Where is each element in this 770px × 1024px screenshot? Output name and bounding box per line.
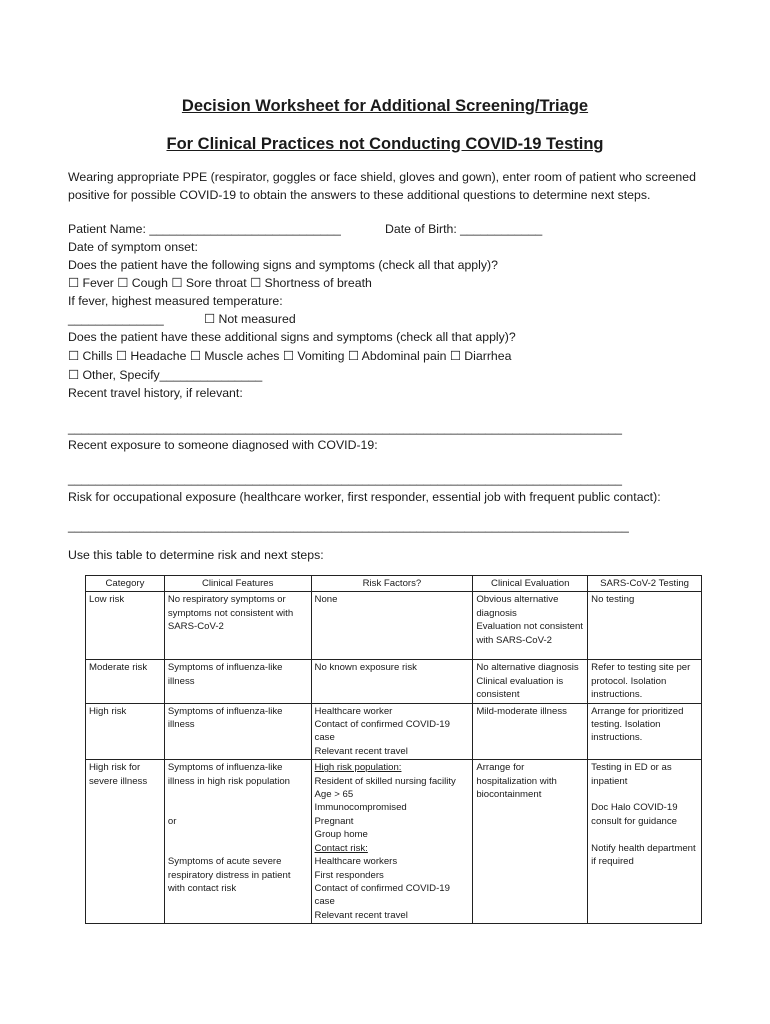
additional-signs-checkboxes[interactable]: ☐ Chills ☐ Headache ☐ Muscle aches ☐ Vomiting ☐ Abdominal pain ☐ Diarrhea xyxy=(68,349,512,363)
travel-history-label: Recent travel history, if relevant: xyxy=(68,386,243,400)
intro-paragraph: Wearing appropriate PPE (respirator, goggles or face shield, gloves and gown), enter room of patient who screened positive for possible COVID-19 to obtain the answers to these additional questions to determine next steps. xyxy=(68,170,696,203)
page-subtitle: For Clinical Practices not Conducting COVID-19 Testing xyxy=(166,135,604,153)
table-row xyxy=(86,592,702,660)
evaluation-cell: No alternative diagnosis Clinical evaluation is consistent xyxy=(473,660,588,703)
table-header-row xyxy=(86,576,702,592)
date-of-birth-field[interactable]: Date of Birth: ____________ xyxy=(385,222,543,236)
table-row xyxy=(86,703,702,760)
table-row xyxy=(86,760,702,924)
table-row xyxy=(86,660,702,703)
contact-risk-list: Healthcare workers First responders Contact of confirmed COVID-19 case Relevant recent travel xyxy=(314,856,450,921)
evaluation-cell: Obvious alternative diagnosis Evaluation not consistent with SARS-CoV-2 xyxy=(473,592,588,660)
category-cell: Moderate risk xyxy=(86,660,165,703)
signs-checkboxes[interactable]: ☐ Fever ☐ Cough ☐ Sore throat ☐ Shortness of breath xyxy=(68,276,372,290)
contact-risk-heading: Contact risk: xyxy=(314,842,368,854)
testing-cell: No testing xyxy=(588,592,702,660)
symptom-onset-label: Date of symptom onset: xyxy=(68,240,198,254)
exposure-blank[interactable]: _________________________________________________________________________________ xyxy=(68,472,622,486)
risk-factors-cell: None xyxy=(311,592,473,660)
travel-history-blank[interactable]: _________________________________________________________________________________ xyxy=(68,421,622,435)
other-specify-checkbox[interactable]: ☐ Other, Specify_______________ xyxy=(68,368,263,382)
features-cell: Symptoms of influenza-like illness xyxy=(164,703,311,760)
high-risk-population-list: Resident of skilled nursing facility Age > 65 Immunocompromised Pregnant Group home xyxy=(314,775,456,841)
features-text-b: Symptoms of acute severe respiratory distress in patient with contact risk xyxy=(167,856,291,895)
risk-table xyxy=(85,575,702,924)
category-cell: Low risk xyxy=(86,592,165,660)
features-cell: No respiratory symptoms or symptoms not consistent with SARS-CoV-2 xyxy=(164,592,311,660)
evaluation-cell: Arrange for hospitalization with biocontainment xyxy=(473,760,588,924)
features-cell xyxy=(164,760,311,924)
temperature-blank[interactable]: ______________ xyxy=(68,312,164,326)
category-cell: High risk for severe illness xyxy=(86,760,165,924)
testing-cell: Refer to testing site per protocol. Isolation instructions. xyxy=(588,660,702,703)
page-title: Decision Worksheet for Additional Screening/Triage xyxy=(181,97,589,115)
fever-question: If fever, highest measured temperature: xyxy=(68,294,283,308)
testing-cell xyxy=(588,760,702,924)
features-cell: Symptoms of influenza-like illness xyxy=(164,660,311,703)
signs-question: Does the patient have the following signs and symptoms (check all that apply)? xyxy=(68,258,498,272)
occupational-risk-label: Risk for occupational exposure (healthcare worker, first responder, essential job with frequent public contact): xyxy=(68,490,661,504)
high-risk-population-heading: High risk population: xyxy=(314,762,402,774)
testing-text-3: Notify health department if required xyxy=(591,842,696,868)
not-measured-checkbox[interactable]: ☐ Not measured xyxy=(204,312,296,326)
risk-factors-cell: Healthcare worker Contact of confirmed COVID-19 case Relevant recent travel xyxy=(311,703,473,760)
additional-signs-question: Does the patient have these additional signs and symptoms (check all that apply)? xyxy=(68,330,516,344)
occupational-risk-blank[interactable]: __________________________________________________________________________________ xyxy=(68,519,629,533)
category-cell: High risk xyxy=(86,703,165,760)
header-risk-factors: Risk Factors? xyxy=(311,576,473,592)
features-or: or xyxy=(167,816,177,828)
table-intro: Use this table to determine risk and next steps: xyxy=(68,548,324,562)
patient-name-field[interactable]: Patient Name: ____________________________ xyxy=(68,222,341,236)
testing-cell: Arrange for prioritized testing. Isolation instructions. xyxy=(588,703,702,760)
risk-factors-cell: No known exposure risk xyxy=(311,660,473,703)
risk-factors-cell xyxy=(311,760,473,924)
features-text-a: Symptoms of influenza-like illness in high risk population xyxy=(167,762,290,787)
testing-text-1: Testing in ED or as inpatient xyxy=(591,762,672,787)
header-clinical-features: Clinical Features xyxy=(164,576,311,592)
testing-text-2: Doc Halo COVID-19 consult for guidance xyxy=(591,802,678,827)
header-clinical-evaluation: Clinical Evaluation xyxy=(473,576,588,592)
header-testing: SARS-CoV-2 Testing xyxy=(588,576,702,592)
header-category: Category xyxy=(86,576,165,592)
evaluation-cell: Mild-moderate illness xyxy=(473,703,588,760)
exposure-label: Recent exposure to someone diagnosed with COVID-19: xyxy=(68,438,378,452)
